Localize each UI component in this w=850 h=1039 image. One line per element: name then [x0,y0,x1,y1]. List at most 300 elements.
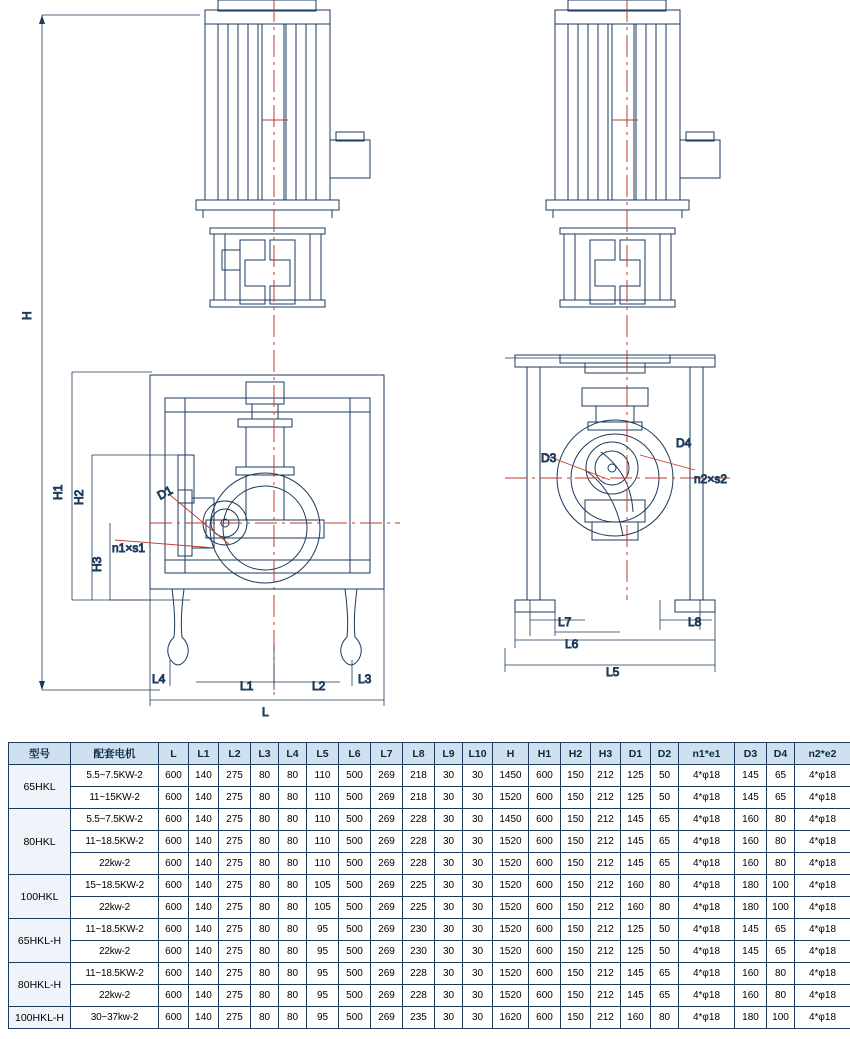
value-cell: 600 [159,809,189,831]
value-cell: 30 [463,853,493,875]
value-cell: 4*φ18 [679,765,735,787]
value-cell: 500 [339,765,371,787]
value-cell: 275 [219,963,251,985]
value-cell: 145 [735,787,767,809]
value-cell: 150 [561,941,591,963]
value-cell: 30 [463,831,493,853]
value-cell: 218 [403,787,435,809]
th-3: L1 [189,743,219,765]
value-cell: 600 [159,1007,189,1029]
dim-label-L7: L7 [558,615,572,629]
value-cell: 235 [403,1007,435,1029]
value-cell: 150 [561,853,591,875]
value-cell: 212 [591,875,621,897]
model-cell: 100HKL-H [9,1007,71,1029]
value-cell: 218 [403,765,435,787]
value-cell: 160 [621,897,651,919]
dim-label-D3: D3 [541,451,557,465]
value-cell: 30 [435,809,463,831]
value-cell: 212 [591,919,621,941]
value-cell: 145 [621,831,651,853]
value-cell: 4*φ18 [795,963,850,985]
value-cell: 230 [403,941,435,963]
value-cell: 4*φ18 [795,941,850,963]
side-view [515,0,720,612]
value-cell: 4*φ18 [679,919,735,941]
value-cell: 600 [159,787,189,809]
value-cell: 65 [651,853,679,875]
model-cell: 65HKL [9,765,71,809]
value-cell: 80 [279,985,307,1007]
table-row [9,787,850,809]
value-cell: 4*φ18 [679,875,735,897]
value-cell: 269 [371,853,403,875]
value-cell: 30 [435,985,463,1007]
motor-cell: 30~37kw-2 [71,1007,159,1029]
value-cell: 140 [189,831,219,853]
value-cell: 275 [219,787,251,809]
value-cell: 140 [189,787,219,809]
th-15: H2 [561,743,591,765]
value-cell: 212 [591,1007,621,1029]
value-cell: 30 [435,853,463,875]
value-cell: 30 [463,1007,493,1029]
value-cell: 1520 [493,985,529,1007]
table-row [9,853,850,875]
value-cell: 50 [651,941,679,963]
th-19: n1*e1 [679,743,735,765]
value-cell: 110 [307,831,339,853]
value-cell: 80 [767,853,795,875]
dim-label-H1: H1 [51,484,65,500]
value-cell: 4*φ18 [679,831,735,853]
value-cell: 30 [435,1007,463,1029]
value-cell: 150 [561,963,591,985]
value-cell: 228 [403,963,435,985]
th-17: D1 [621,743,651,765]
value-cell: 4*φ18 [679,787,735,809]
value-cell: 600 [529,765,561,787]
value-cell: 4*φ18 [679,853,735,875]
value-cell: 4*φ18 [679,963,735,985]
th-2: L [159,743,189,765]
motor-cell: 15~18.5KW-2 [71,875,159,897]
value-cell: 30 [463,809,493,831]
value-cell: 140 [189,1007,219,1029]
value-cell: 140 [189,875,219,897]
value-cell: 65 [767,941,795,963]
value-cell: 145 [621,963,651,985]
value-cell: 600 [159,853,189,875]
value-cell: 180 [735,1007,767,1029]
th-4: L2 [219,743,251,765]
value-cell: 110 [307,809,339,831]
value-cell: 95 [307,941,339,963]
value-cell: 160 [621,875,651,897]
value-cell: 50 [651,919,679,941]
value-cell: 269 [371,765,403,787]
model-cell: 80HKL-H [9,963,71,1007]
value-cell: 500 [339,963,371,985]
th-1: 配套电机 [71,743,159,765]
value-cell: 30 [435,831,463,853]
value-cell: 500 [339,897,371,919]
value-cell: 105 [307,875,339,897]
value-cell: 30 [435,963,463,985]
value-cell: 160 [735,985,767,1007]
value-cell: 145 [621,853,651,875]
motor-cell: 5.5~7.5KW-2 [71,765,159,787]
value-cell: 275 [219,1007,251,1029]
value-cell: 212 [591,985,621,1007]
value-cell: 500 [339,853,371,875]
motor-cell: 22kw-2 [71,941,159,963]
value-cell: 145 [735,765,767,787]
value-cell: 600 [529,809,561,831]
th-12: L10 [463,743,493,765]
value-cell: 80 [251,809,279,831]
value-cell: 125 [621,941,651,963]
value-cell: 65 [651,809,679,831]
value-cell: 160 [735,963,767,985]
value-cell: 1520 [493,787,529,809]
dim-label-L6: L6 [565,637,579,651]
value-cell: 500 [339,787,371,809]
value-cell: 65 [651,831,679,853]
value-cell: 600 [529,941,561,963]
value-cell: 80 [251,941,279,963]
motor-cell: 22kw-2 [71,897,159,919]
value-cell: 600 [159,963,189,985]
value-cell: 65 [651,985,679,1007]
value-cell: 125 [621,787,651,809]
value-cell: 275 [219,875,251,897]
dim-label-D4: D4 [676,436,692,450]
value-cell: 1520 [493,963,529,985]
value-cell: 110 [307,853,339,875]
value-cell: 500 [339,919,371,941]
value-cell: 212 [591,941,621,963]
th-5: L3 [251,743,279,765]
table-row [9,985,850,1007]
value-cell: 95 [307,919,339,941]
front-view [150,0,384,665]
value-cell: 160 [735,809,767,831]
value-cell: 80 [279,963,307,985]
value-cell: 1520 [493,831,529,853]
value-cell: 30 [463,787,493,809]
th-20: D3 [735,743,767,765]
value-cell: 500 [339,875,371,897]
value-cell: 269 [371,1007,403,1029]
value-cell: 145 [621,809,651,831]
motor-cell: 22kw-2 [71,853,159,875]
dim-label-n2s2: n2×s2 [694,472,728,486]
value-cell: 160 [735,853,767,875]
value-cell: 1520 [493,941,529,963]
value-cell: 30 [463,985,493,1007]
value-cell: 275 [219,831,251,853]
value-cell: 600 [529,963,561,985]
value-cell: 275 [219,941,251,963]
value-cell: 4*φ18 [795,985,850,1007]
value-cell: 30 [463,919,493,941]
value-cell: 228 [403,831,435,853]
value-cell: 1520 [493,853,529,875]
th-6: L4 [279,743,307,765]
value-cell: 275 [219,765,251,787]
value-cell: 65 [767,787,795,809]
motor-cell: 22kw-2 [71,985,159,1007]
value-cell: 600 [159,765,189,787]
value-cell: 600 [529,875,561,897]
value-cell: 230 [403,919,435,941]
value-cell: 140 [189,985,219,1007]
table-row [9,919,850,941]
spec-table-container [8,742,842,1029]
value-cell: 160 [735,831,767,853]
value-cell: 30 [463,897,493,919]
value-cell: 275 [219,853,251,875]
th-22: n2*e2 [795,743,850,765]
value-cell: 50 [651,765,679,787]
value-cell: 600 [159,941,189,963]
value-cell: 275 [219,809,251,831]
value-cell: 1520 [493,919,529,941]
value-cell: 140 [189,765,219,787]
table-body [9,765,850,1029]
value-cell: 95 [307,1007,339,1029]
value-cell: 30 [463,765,493,787]
value-cell: 80 [279,853,307,875]
value-cell: 1450 [493,809,529,831]
value-cell: 65 [767,765,795,787]
value-cell: 269 [371,875,403,897]
value-cell: 65 [651,963,679,985]
value-cell: 269 [371,919,403,941]
value-cell: 100 [767,875,795,897]
value-cell: 95 [307,963,339,985]
model-cell: 100HKL [9,875,71,919]
value-cell: 150 [561,809,591,831]
table-row [9,941,850,963]
value-cell: 80 [651,875,679,897]
value-cell: 30 [435,941,463,963]
value-cell: 4*φ18 [795,787,850,809]
th-9: L7 [371,743,403,765]
value-cell: 80 [279,809,307,831]
value-cell: 1520 [493,897,529,919]
value-cell: 110 [307,787,339,809]
value-cell: 30 [463,941,493,963]
th-11: L9 [435,743,463,765]
value-cell: 4*φ18 [795,831,850,853]
value-cell: 80 [279,765,307,787]
value-cell: 180 [735,875,767,897]
value-cell: 140 [189,963,219,985]
value-cell: 30 [463,875,493,897]
table-row [9,897,850,919]
value-cell: 1620 [493,1007,529,1029]
value-cell: 269 [371,809,403,831]
table-row [9,765,850,787]
value-cell: 30 [435,919,463,941]
value-cell: 212 [591,831,621,853]
value-cell: 180 [735,897,767,919]
value-cell: 80 [251,875,279,897]
value-cell: 80 [279,831,307,853]
th-8: L6 [339,743,371,765]
value-cell: 95 [307,985,339,1007]
value-cell: 269 [371,897,403,919]
value-cell: 140 [189,941,219,963]
value-cell: 4*φ18 [679,985,735,1007]
value-cell: 80 [251,963,279,985]
motor-cell: 11~18.5KW-2 [71,919,159,941]
value-cell: 212 [591,765,621,787]
value-cell: 600 [529,985,561,1007]
value-cell: 150 [561,985,591,1007]
value-cell: 4*φ18 [679,941,735,963]
value-cell: 80 [651,897,679,919]
value-cell: 140 [189,897,219,919]
value-cell: 1450 [493,765,529,787]
value-cell: 65 [767,919,795,941]
value-cell: 150 [561,897,591,919]
value-cell: 150 [561,831,591,853]
value-cell: 100 [767,1007,795,1029]
value-cell: 80 [767,831,795,853]
value-cell: 80 [279,897,307,919]
dim-label-L: L [262,705,269,719]
value-cell: 80 [251,831,279,853]
value-cell: 30 [435,765,463,787]
model-cell: 80HKL [9,809,71,875]
value-cell: 269 [371,941,403,963]
value-cell: 140 [189,809,219,831]
value-cell: 600 [159,919,189,941]
value-cell: 228 [403,809,435,831]
value-cell: 80 [279,941,307,963]
value-cell: 150 [561,919,591,941]
value-cell: 80 [279,1007,307,1029]
value-cell: 150 [561,765,591,787]
value-cell: 80 [767,809,795,831]
value-cell: 600 [159,875,189,897]
value-cell: 500 [339,941,371,963]
value-cell: 4*φ18 [679,897,735,919]
value-cell: 80 [279,919,307,941]
value-cell: 4*φ18 [679,1007,735,1029]
value-cell: 160 [621,1007,651,1029]
dim-label-L1: L1 [240,679,254,693]
value-cell: 275 [219,985,251,1007]
value-cell: 4*φ18 [679,809,735,831]
value-cell: 269 [371,985,403,1007]
value-cell: 225 [403,897,435,919]
value-cell: 30 [435,897,463,919]
dim-label-L2: L2 [312,679,326,693]
value-cell: 80 [251,787,279,809]
value-cell: 50 [651,787,679,809]
value-cell: 100 [767,897,795,919]
value-cell: 600 [529,1007,561,1029]
value-cell: 80 [251,897,279,919]
dim-label-L4: L4 [152,672,166,686]
value-cell: 80 [651,1007,679,1029]
value-cell: 4*φ18 [795,853,850,875]
table-row [9,1007,850,1029]
value-cell: 4*φ18 [795,765,850,787]
value-cell: 500 [339,831,371,853]
table-header-row [9,743,850,765]
value-cell: 80 [279,875,307,897]
motor-cell: 11~18.5KW-2 [71,831,159,853]
value-cell: 125 [621,765,651,787]
value-cell: 145 [621,985,651,1007]
value-cell: 4*φ18 [795,1007,850,1029]
th-18: D2 [651,743,679,765]
value-cell: 212 [591,787,621,809]
value-cell: 228 [403,853,435,875]
table-row [9,875,850,897]
value-cell: 600 [529,853,561,875]
value-cell: 275 [219,897,251,919]
value-cell: 140 [189,853,219,875]
th-14: H1 [529,743,561,765]
value-cell: 150 [561,875,591,897]
value-cell: 80 [251,765,279,787]
value-cell: 125 [621,919,651,941]
th-10: L8 [403,743,435,765]
value-cell: 269 [371,787,403,809]
th-0: 型号 [9,743,71,765]
value-cell: 150 [561,787,591,809]
value-cell: 500 [339,985,371,1007]
value-cell: 212 [591,809,621,831]
dim-label-D1: D1 [154,483,175,503]
value-cell: 600 [529,897,561,919]
value-cell: 80 [767,963,795,985]
dim-label-H: H [20,311,34,320]
value-cell: 269 [371,831,403,853]
dim-label-n1s1: n1×s1 [112,541,146,555]
value-cell: 4*φ18 [795,809,850,831]
th-16: H3 [591,743,621,765]
th-7: L5 [307,743,339,765]
dim-label-L5: L5 [606,665,620,679]
value-cell: 600 [159,831,189,853]
th-21: D4 [767,743,795,765]
value-cell: 105 [307,897,339,919]
value-cell: 30 [435,875,463,897]
motor-cell: 11~15KW-2 [71,787,159,809]
value-cell: 80 [251,919,279,941]
value-cell: 212 [591,897,621,919]
value-cell: 600 [529,919,561,941]
value-cell: 500 [339,1007,371,1029]
table-row [9,809,850,831]
value-cell: 4*φ18 [795,919,850,941]
value-cell: 225 [403,875,435,897]
value-cell: 30 [463,963,493,985]
value-cell: 140 [189,919,219,941]
value-cell: 150 [561,1007,591,1029]
th-13: H [493,743,529,765]
motor-cell: 5.5~7.5KW-2 [71,809,159,831]
value-cell: 80 [767,985,795,1007]
value-cell: 4*φ18 [795,897,850,919]
